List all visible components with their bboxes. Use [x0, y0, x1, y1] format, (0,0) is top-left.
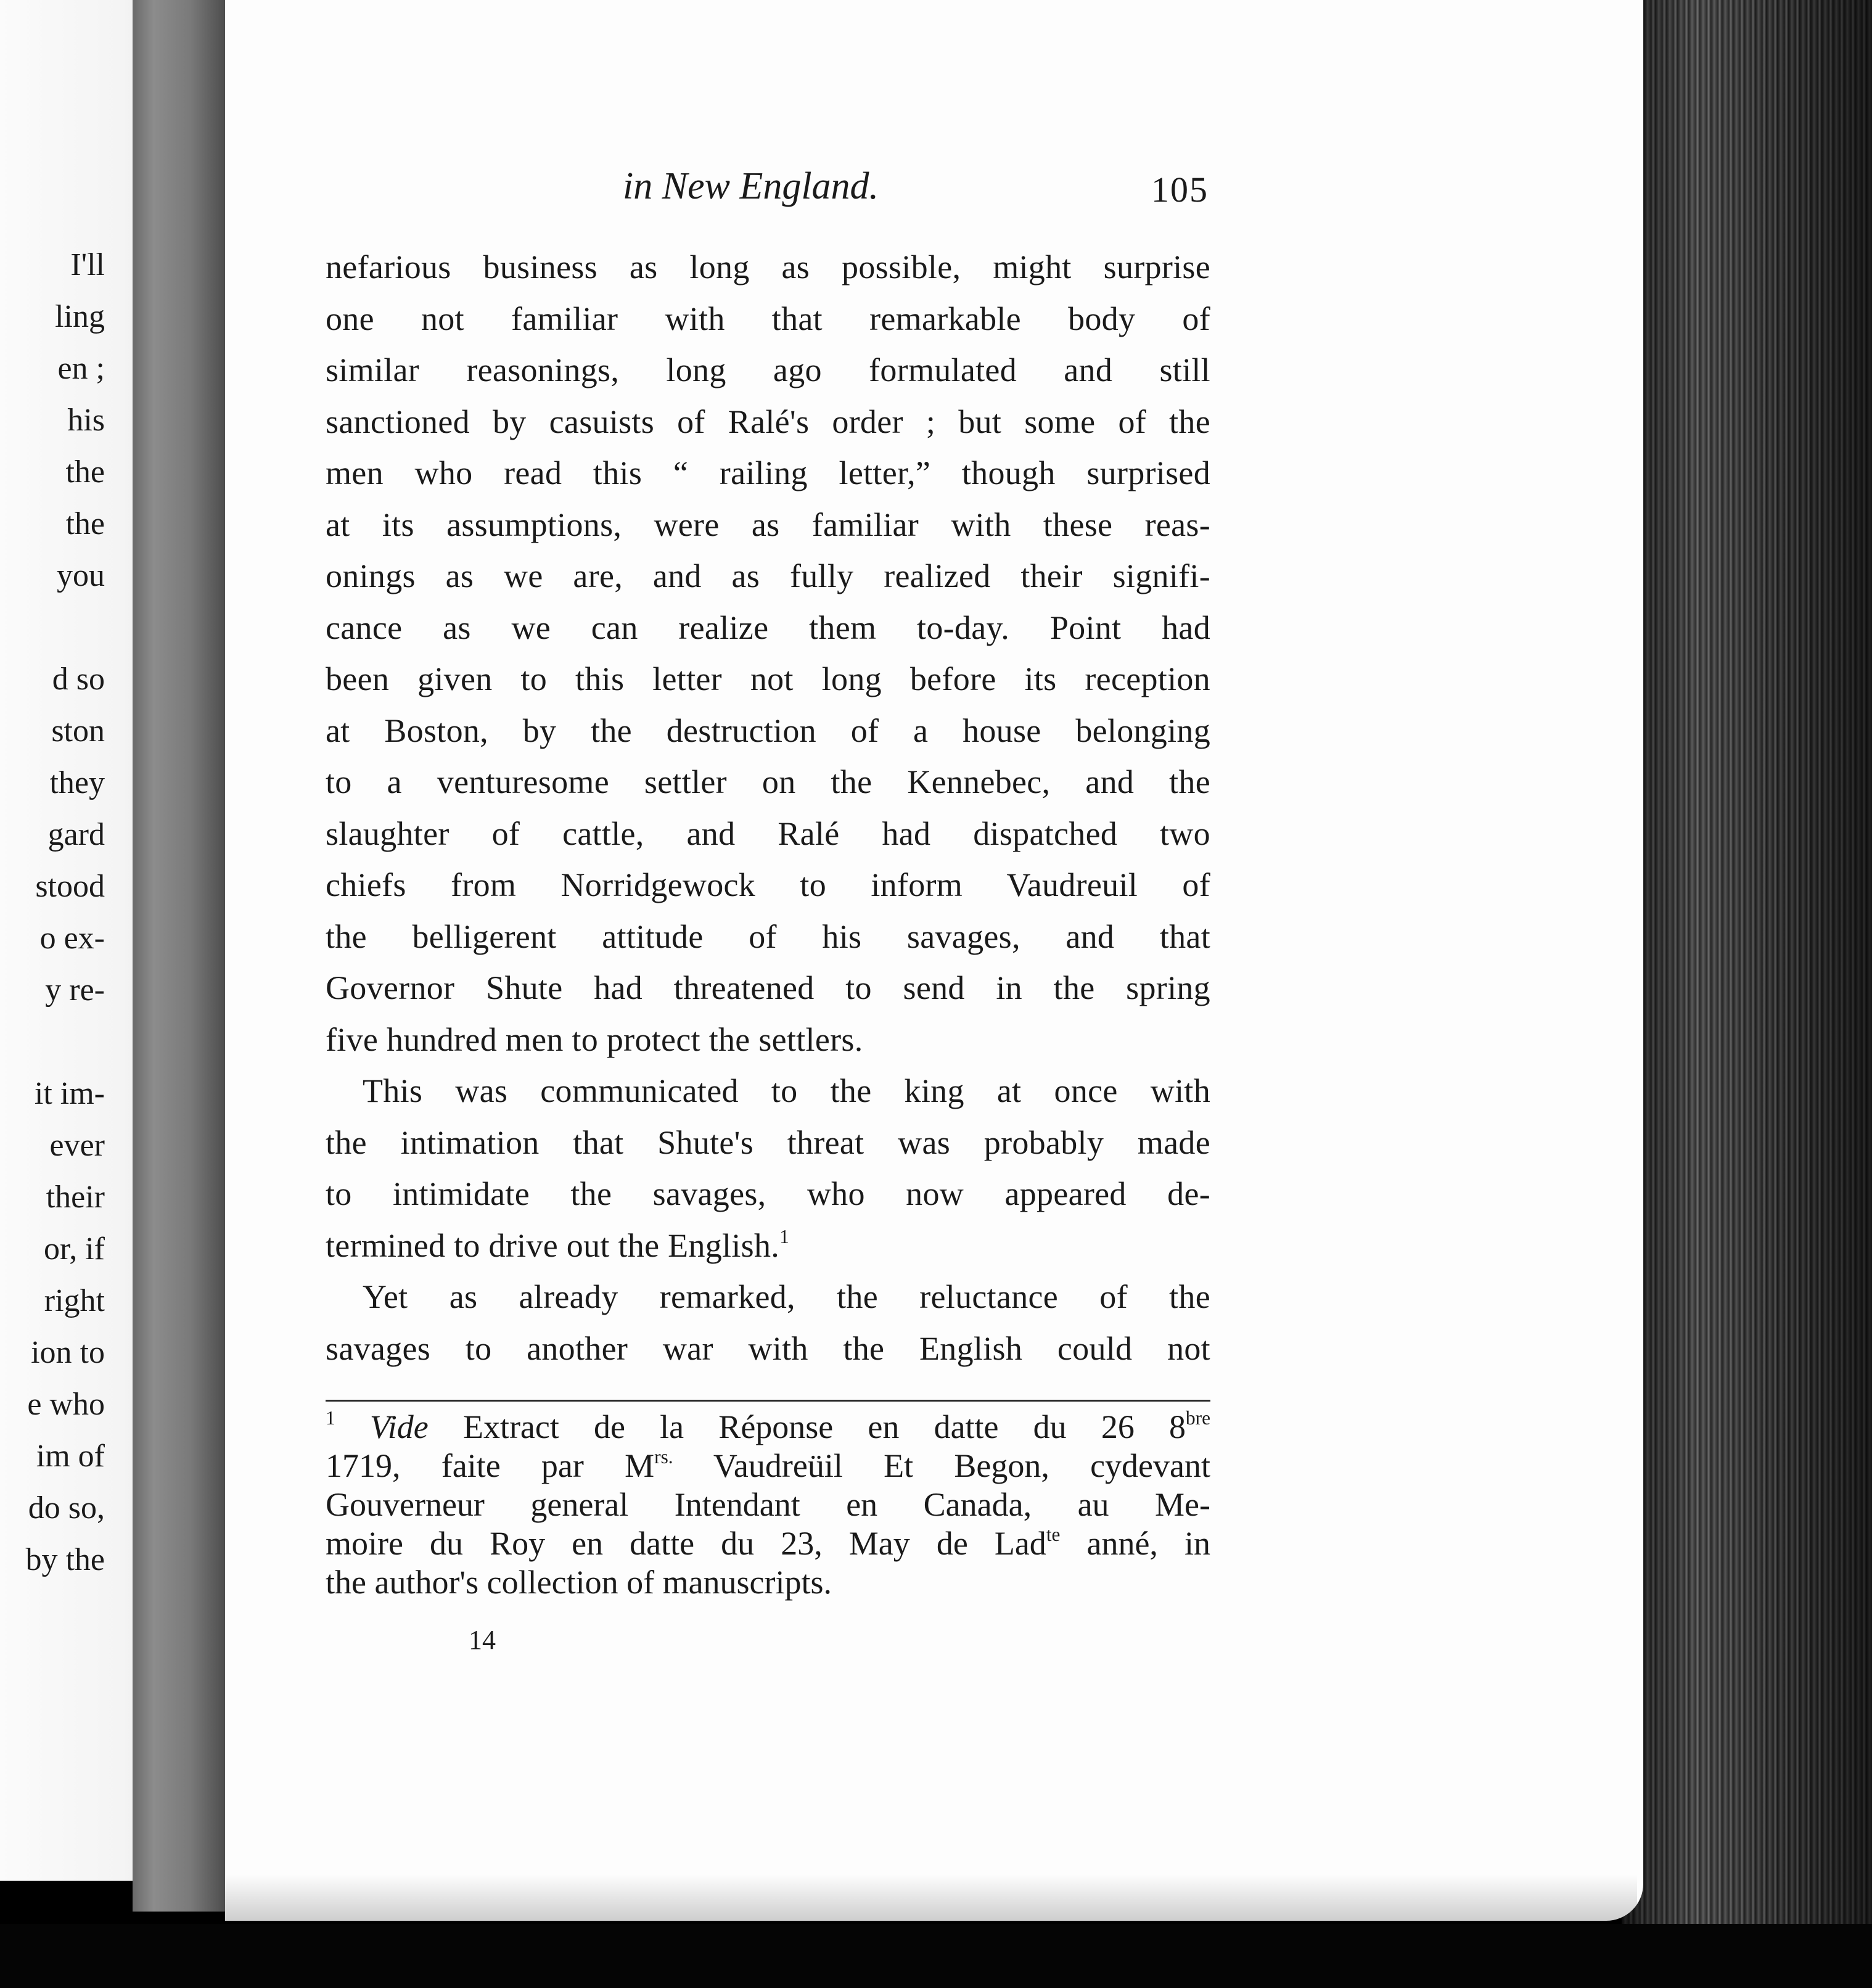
- left-page-line: d so: [52, 662, 105, 697]
- left-page-line: it im-: [34, 1076, 105, 1111]
- paragraph-1: [326, 242, 1210, 1066]
- left-page-line: o ex-: [39, 921, 105, 956]
- footnote-line-2b: Vaudreüil Et Begon, cydevant: [713, 1447, 1210, 1484]
- footnote-line-4: [326, 1524, 1210, 1563]
- footnote-vide: Vide: [369, 1408, 429, 1445]
- body-line: at its assumptions, were as familiar with these reas-: [326, 506, 1210, 543]
- footnote-line-5: the author's collection of manuscripts.: [326, 1564, 832, 1601]
- footnote-reference: 1: [779, 1225, 790, 1247]
- footnote-line-2: [326, 1447, 1210, 1485]
- body-line: onings as we are, and as fully realized their signifi-: [326, 557, 1210, 594]
- body-line: Yet as already remarked, the reluctance of the: [363, 1278, 1210, 1315]
- body-line: Governor Shute had threatened to send in the spring: [326, 969, 1210, 1006]
- body-line: sanctioned by casuists of Ralé's order ; but some of the: [326, 403, 1210, 440]
- footnote-marker: 1: [326, 1407, 335, 1429]
- body-line: one not familiar with that remarkable body of: [326, 300, 1210, 337]
- left-page-line: [0, 602, 123, 654]
- body-line: termined to drive out the English.$^1$: [326, 1225, 790, 1264]
- left-page-line: ling: [55, 299, 105, 334]
- left-page-line: gard: [47, 817, 105, 852]
- left-page-line: I'll: [70, 247, 105, 282]
- left-page-line: im of: [36, 1439, 105, 1474]
- scan-background: [0, 1924, 1872, 1988]
- body-line: five hundred men to protect the settlers.: [326, 1021, 863, 1058]
- left-page-line: or, if: [44, 1231, 105, 1267]
- page-number: 105: [1151, 170, 1209, 210]
- footnote-line-3: Gouverneur general Intendant en Canada, au Me-: [326, 1486, 1210, 1523]
- left-page-line: ever: [49, 1128, 105, 1163]
- left-page-line: they: [49, 765, 105, 800]
- body-line: savages to another war with the English could not: [326, 1329, 1210, 1367]
- footnote: [326, 1408, 1210, 1602]
- body-line: the intimation that Shute's threat was probably made: [326, 1123, 1210, 1161]
- footnote-line-4-sup: te: [1046, 1524, 1061, 1546]
- body-line: to a venturesome settler on the Kennebec, and the: [326, 763, 1210, 800]
- left-page-line: by the: [25, 1542, 105, 1577]
- left-page-line: his: [67, 403, 105, 438]
- left-page-line: their: [46, 1180, 105, 1215]
- body-line: men who read this “ railing letter,” though surprised: [326, 454, 1210, 491]
- left-page-line: [0, 1016, 123, 1068]
- body-text: [326, 242, 1210, 1374]
- left-page-line: e who: [27, 1387, 105, 1422]
- left-page-line: the: [65, 454, 105, 490]
- left-page-line: ion to: [31, 1335, 105, 1370]
- fore-edge-shading: [1622, 0, 1872, 1988]
- body-line: This was communicated to the king at once with: [363, 1072, 1210, 1109]
- signature-mark: 14: [469, 1625, 496, 1655]
- footnote-line-1-sup: bre: [1186, 1407, 1210, 1429]
- footnote-line-4a: moire du Roy en datte du 23, May de Lad: [326, 1525, 1046, 1562]
- footnote-line-1: [326, 1408, 1210, 1447]
- body-line: the belligerent attitude of his savages, and that: [326, 918, 1210, 955]
- body-line: chiefs from Norridgewock to inform Vaudreuil of: [326, 866, 1210, 903]
- left-page-text: [0, 239, 123, 1586]
- body-line: similar reasonings, long ago formulated and still: [326, 351, 1210, 388]
- paragraph-2: [326, 1066, 1210, 1271]
- left-page-line: you: [57, 558, 105, 593]
- body-line: been given to this letter not long before its reception: [326, 660, 1210, 697]
- left-page-line: right: [44, 1283, 105, 1318]
- body-line: to intimidate the savages, who now appeared de-: [326, 1175, 1210, 1212]
- left-page-line: y re-: [45, 972, 105, 1008]
- running-head-title: in New England.: [623, 165, 879, 207]
- body-line: slaughter of cattle, and Ralé had dispatched two: [326, 815, 1210, 852]
- left-page-line: do so,: [28, 1490, 105, 1526]
- body-line: cance as we can realize them to-day. Point had: [326, 609, 1210, 646]
- left-page-line: stood: [35, 869, 105, 904]
- body-line: at Boston, by the destruction of a house belonging: [326, 712, 1210, 749]
- running-head: [623, 162, 1209, 217]
- footnote-rule: [326, 1400, 1210, 1402]
- footnote-line-2a: 1719, faite par M: [326, 1447, 655, 1484]
- footnote-line-4b: anné, in: [1086, 1525, 1210, 1562]
- book-gutter: [133, 0, 237, 1912]
- footnote-line-2-sup: rs.: [654, 1446, 673, 1468]
- body-line: nefarious business as long as possible, might surprise: [326, 248, 1210, 285]
- left-page-line: en ;: [57, 351, 105, 386]
- paragraph-3: [326, 1271, 1210, 1374]
- left-page-line: ston: [51, 713, 105, 749]
- footnote-line-1-text: Extract de la Réponse en datte du 26 8: [462, 1408, 1186, 1445]
- left-page-line: the: [65, 506, 105, 541]
